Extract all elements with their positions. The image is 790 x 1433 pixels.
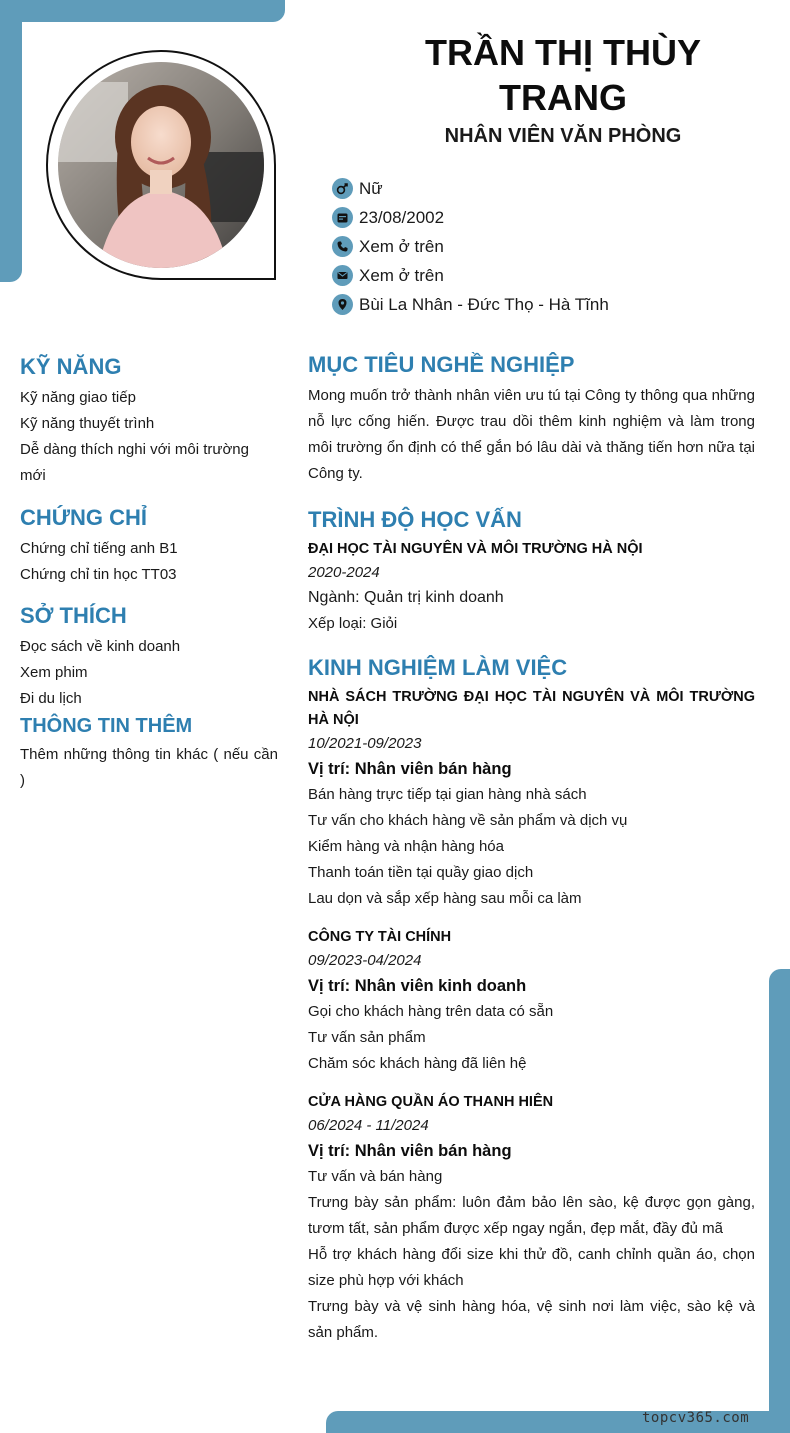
job-task: Hỗ trợ khách hàng đổi size khi thử đồ, canh chỉnh quần áo, chọn size phù hợp với khách <box>308 1246 755 1289</box>
skill-item: Kỹ năng giao tiếp <box>20 389 136 406</box>
job-task: Tư vấn cho khách hàng về sản phẩm và dịch vụ <box>308 812 628 829</box>
phone-icon <box>332 236 353 257</box>
job-entry <box>308 926 755 1077</box>
school-name: ĐẠI HỌC TÀI NGUYÊN VÀ MÔI TRƯỜNG HÀ NỘI <box>308 541 643 557</box>
contact-gender <box>332 174 609 203</box>
mail-icon <box>332 265 353 286</box>
contact-gender-value: Nữ <box>359 178 383 198</box>
certificates-section <box>20 503 278 588</box>
contact-birthday <box>332 203 609 232</box>
job-period: 06/2024 - 11/2024 <box>308 1117 429 1134</box>
job-task: Bán hàng trực tiếp tại gian hàng nhà sách <box>308 786 587 803</box>
job-entry <box>308 686 755 912</box>
objective-section <box>308 350 755 487</box>
gender-icon <box>332 178 353 199</box>
contact-phone <box>332 232 609 261</box>
job-period: 10/2021-09/2023 <box>308 735 422 752</box>
frame-bar-left <box>0 0 22 282</box>
right-column <box>308 350 755 1360</box>
job-task: Trưng bày sản phẩm: luôn đảm bảo lên sào, kệ được gọn gàng, tươm tất, sản phẩm được xếp ngay ngắn, đẹp mắt, đầy đủ mã <box>308 1194 755 1237</box>
job-period: 09/2023-04/2024 <box>308 952 422 969</box>
experience-title: KINH NGHIỆM LÀM VIỆC <box>308 655 568 680</box>
skills-title: KỸ NĂNG <box>20 354 122 379</box>
hobby-item: Xem phim <box>20 664 88 681</box>
portrait-photo <box>58 62 264 268</box>
certificate-item: Chứng chỉ tin học TT03 <box>20 566 177 583</box>
contact-email-value: Xem ở trên <box>359 265 444 285</box>
experience-section <box>308 653 755 1346</box>
candidate-position: NHÂN VIÊN VĂN PHÒNG <box>444 125 682 147</box>
job-task: Thanh toán tiền tại quầy giao dịch <box>308 864 534 881</box>
frame-bar-right <box>769 969 790 1433</box>
location-icon <box>332 294 353 315</box>
job-task: Lau dọn và sắp xếp hàng sau mỗi ca làm <box>308 890 582 907</box>
skill-item: Kỹ năng thuyết trình <box>20 415 155 432</box>
extra-info-text: Thêm những thông tin khác ( nếu cần ) <box>20 746 278 789</box>
left-column <box>20 352 278 804</box>
hobby-item: Đọc sách về kinh doanh <box>20 638 181 655</box>
calendar-icon <box>332 207 353 228</box>
job-role: Vị trí: Nhân viên bán hàng <box>308 760 512 778</box>
company-name: CỬA HÀNG QUẦN ÁO THANH HIÊN <box>308 1094 554 1110</box>
job-task: Kiểm hàng và nhận hàng hóa <box>308 838 504 855</box>
frame-bar-top <box>0 0 285 22</box>
education-period: 2020-2024 <box>308 564 380 581</box>
skill-item: Dễ dàng thích nghi với môi trường mới <box>20 441 249 484</box>
contact-address <box>332 290 609 319</box>
certificates-title: CHỨNG CHỈ <box>20 505 148 530</box>
contact-address-value: Bùi La Nhân - Đức Thọ - Hà Tĩnh <box>359 294 609 314</box>
job-task: Trưng bày và vệ sinh hàng hóa, vệ sinh nơi làm việc, sào kệ và sản phẩm. <box>308 1298 755 1341</box>
hobbies-section <box>20 601 278 712</box>
candidate-name: TRẦN THỊ THÙY TRANG <box>425 32 701 118</box>
watermark: topcv365.com <box>642 1410 750 1426</box>
job-task: Gọi cho khách hàng trên data có sẵn <box>308 1003 554 1020</box>
extra-info-section <box>20 713 278 794</box>
education-title: TRÌNH ĐỘ HỌC VẤN <box>308 507 522 532</box>
hobby-item: Đi du lịch <box>20 690 82 707</box>
certificate-item: Chứng chỉ tiếng anh B1 <box>20 540 178 557</box>
company-name: NHÀ SÁCH TRƯỜNG ĐẠI HỌC TÀI NGUYÊN VÀ MÔI TRƯỜNG HÀ NỘI <box>308 689 755 728</box>
job-role: Vị trí: Nhân viên bán hàng <box>308 1142 512 1160</box>
hobbies-title: SỞ THÍCH <box>20 603 127 628</box>
objective-title: MỤC TIÊU NGHỀ NGHIỆP <box>308 352 575 377</box>
contact-list <box>332 174 609 319</box>
contact-phone-value: Xem ở trên <box>359 236 444 256</box>
objective-text: Mong muốn trở thành nhân viên ưu tú tại Công ty thông qua những nỗ lực cống hiến. Được trau dồi thêm kinh nghiệm và làm trong môi trường ổn định có thể gắn bó lâu dài và thăng tiến hơn nữa tại Công ty. <box>308 387 755 482</box>
contact-email <box>332 261 609 290</box>
avatar <box>58 62 264 268</box>
education-grade: Xếp loại: Giỏi <box>308 615 398 632</box>
contact-birthday-value: 23/08/2002 <box>359 207 445 227</box>
education-section <box>308 505 755 637</box>
skills-section <box>20 352 278 489</box>
education-major: Ngành: Quản trị kinh doanh <box>308 589 504 606</box>
extra-info-title: THÔNG TIN THÊM <box>20 715 193 737</box>
job-task: Tư vấn và bán hàng <box>308 1168 443 1185</box>
company-name: CÔNG TY TÀI CHÍNH <box>308 929 452 945</box>
job-entry <box>308 1091 755 1346</box>
job-task: Chăm sóc khách hàng đã liên hệ <box>308 1055 527 1072</box>
job-task: Tư vấn sản phẩm <box>308 1029 426 1046</box>
job-role: Vị trí: Nhân viên kinh doanh <box>308 977 527 995</box>
